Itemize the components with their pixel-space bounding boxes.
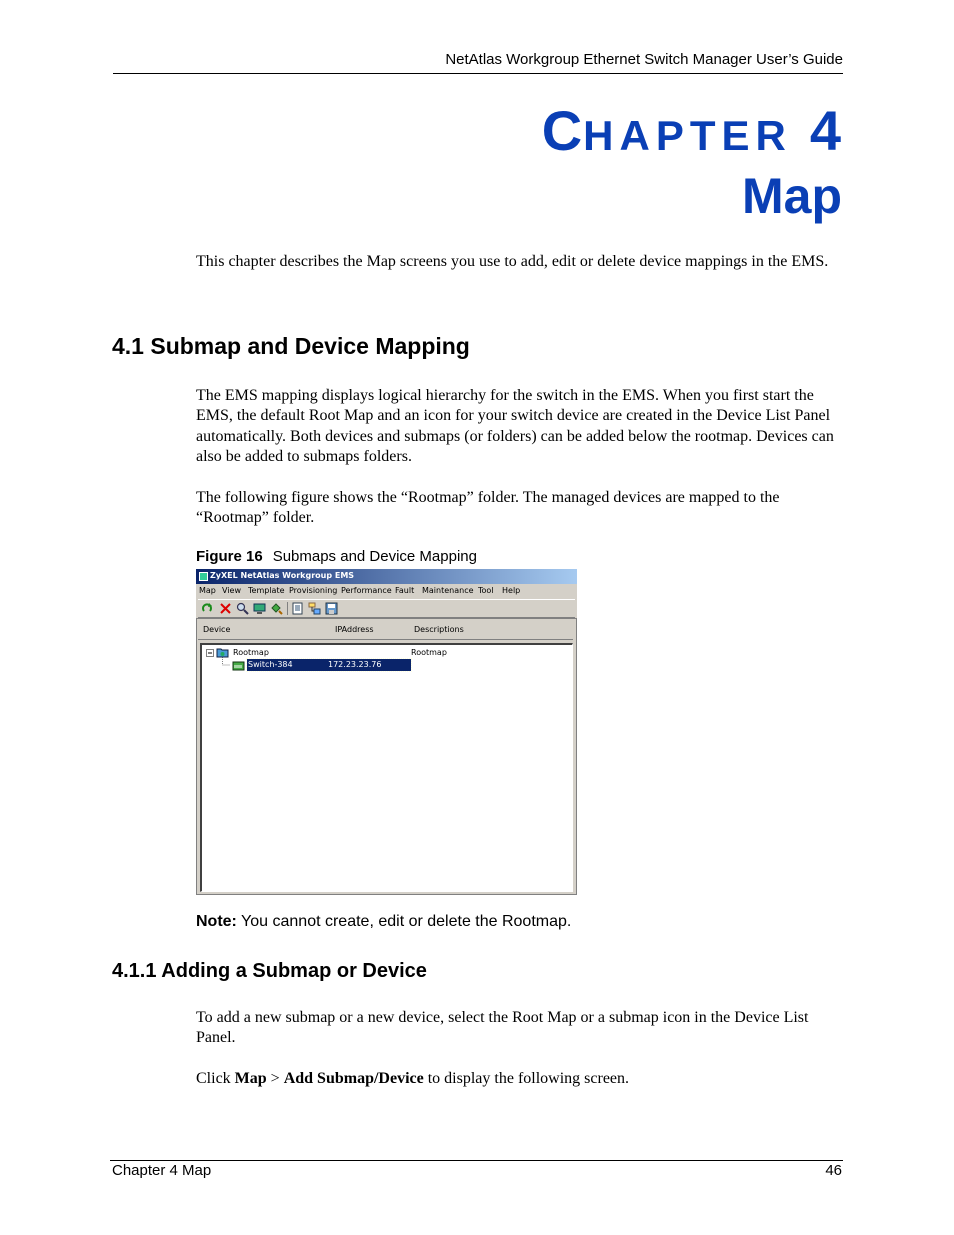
tree-item-switch-selected[interactable]: [247, 659, 411, 671]
menu-maintenance[interactable]: Maintenance: [422, 586, 474, 595]
properties-icon[interactable]: [291, 602, 304, 615]
menu-view[interactable]: View: [222, 586, 241, 595]
column-device[interactable]: Device: [203, 625, 231, 634]
monitor-icon[interactable]: [253, 602, 266, 615]
menu-provisioning[interactable]: Provisioning: [289, 586, 338, 595]
section-4-1-1-paragraph-1: To add a new submap or a new device, select the Root Map or a submap icon in the Device List Panel.: [196, 1009, 809, 1047]
tree-item-rootmap-description: Rootmap: [411, 648, 447, 657]
section-4-1-paragraph-1: The EMS mapping displays logical hierarchy for the switch in the EMS. When you first start the EMS, the default Root Map and an icon for your switch device are created in the Device List Panel automatically. Both devices and submaps (or folders) can be added below the rootmap. Devices can also be added to submaps folders.: [196, 387, 834, 466]
column-header-row: [198, 620, 573, 640]
column-ipaddress[interactable]: IPAddress: [335, 625, 374, 634]
intro-paragraph: This chapter describes the Map screens you use to add, edit or delete device mappings in the EMS.: [196, 253, 829, 270]
note-label: Note:: [196, 913, 237, 930]
section-heading-4-1: 4.1 Submap and Device Mapping: [112, 333, 470, 359]
chapter-title: Map: [742, 168, 842, 224]
ems-window-screenshot: [196, 569, 577, 894]
refresh-icon[interactable]: [270, 602, 283, 615]
chapter-label-rest: HAPTER: [583, 112, 792, 159]
instruction-suffix: to display the following screen.: [427, 1070, 630, 1087]
device-list-panel: [196, 618, 577, 895]
menu-path-add-submap-device: Add Submap/Device: [283, 1070, 424, 1087]
app-icon: [199, 572, 208, 581]
figure-caption-text: Submaps and Device Mapping: [272, 548, 477, 565]
device-tree: [200, 643, 573, 892]
menu-path-map: Map: [234, 1070, 267, 1087]
running-header: NetAtlas Workgroup Ethernet Switch Manager User’s Guide: [445, 51, 843, 68]
menu-bar: [196, 584, 577, 598]
tree-icon[interactable]: [308, 602, 321, 615]
footer-chapter: Chapter 4 Map: [112, 1162, 212, 1179]
section-4-1-1-paragraph-2: [196, 1069, 844, 1089]
menu-help[interactable]: Help: [502, 586, 521, 595]
section-heading-4-1-1: 4.1.1 Adding a Submap or Device: [112, 960, 427, 982]
switch-icon: [232, 660, 245, 671]
menu-performance[interactable]: Performance: [341, 586, 392, 595]
footer-rule: [110, 1160, 843, 1161]
note: [196, 913, 571, 931]
click-text: Click: [196, 1070, 231, 1087]
find-icon[interactable]: [236, 602, 249, 615]
chapter-number: 4: [809, 99, 842, 162]
menu-fault[interactable]: Fault: [395, 586, 415, 595]
section-4-1-paragraph-2: The following figure shows the “Rootmap” folder. The managed devices are mapped to the “Rootmap” folder.: [196, 489, 780, 527]
delete-icon[interactable]: [219, 602, 232, 615]
add-icon[interactable]: [201, 602, 214, 615]
tree-item-rootmap[interactable]: Rootmap: [233, 648, 269, 657]
footer-page-number: 46: [825, 1162, 842, 1179]
toolbar: [198, 599, 575, 618]
tree-item-switch: Switch-384: [248, 660, 293, 669]
folder-icon: [216, 646, 229, 659]
window-titlebar: [196, 569, 577, 584]
toolbar-separator: [287, 602, 288, 615]
menu-map[interactable]: Map: [199, 586, 216, 595]
column-descriptions[interactable]: Descriptions: [414, 625, 464, 634]
note-text: You cannot create, edit or delete the Rootmap.: [241, 913, 572, 930]
menu-path-separator: >: [270, 1070, 280, 1087]
save-icon[interactable]: [325, 602, 338, 615]
chapter-label: [542, 98, 842, 169]
tree-item-switch-ip: 172.23.23.76: [328, 660, 382, 669]
window-title: ZyXEL NetAtlas Workgroup EMS: [210, 571, 355, 580]
figure-label: Figure 16: [196, 548, 263, 565]
menu-tool[interactable]: Tool: [478, 586, 494, 595]
header-rule: [113, 73, 843, 74]
chapter-label-initial: C: [541, 99, 584, 162]
menu-template[interactable]: Template: [248, 586, 285, 595]
figure-caption: [196, 548, 477, 565]
